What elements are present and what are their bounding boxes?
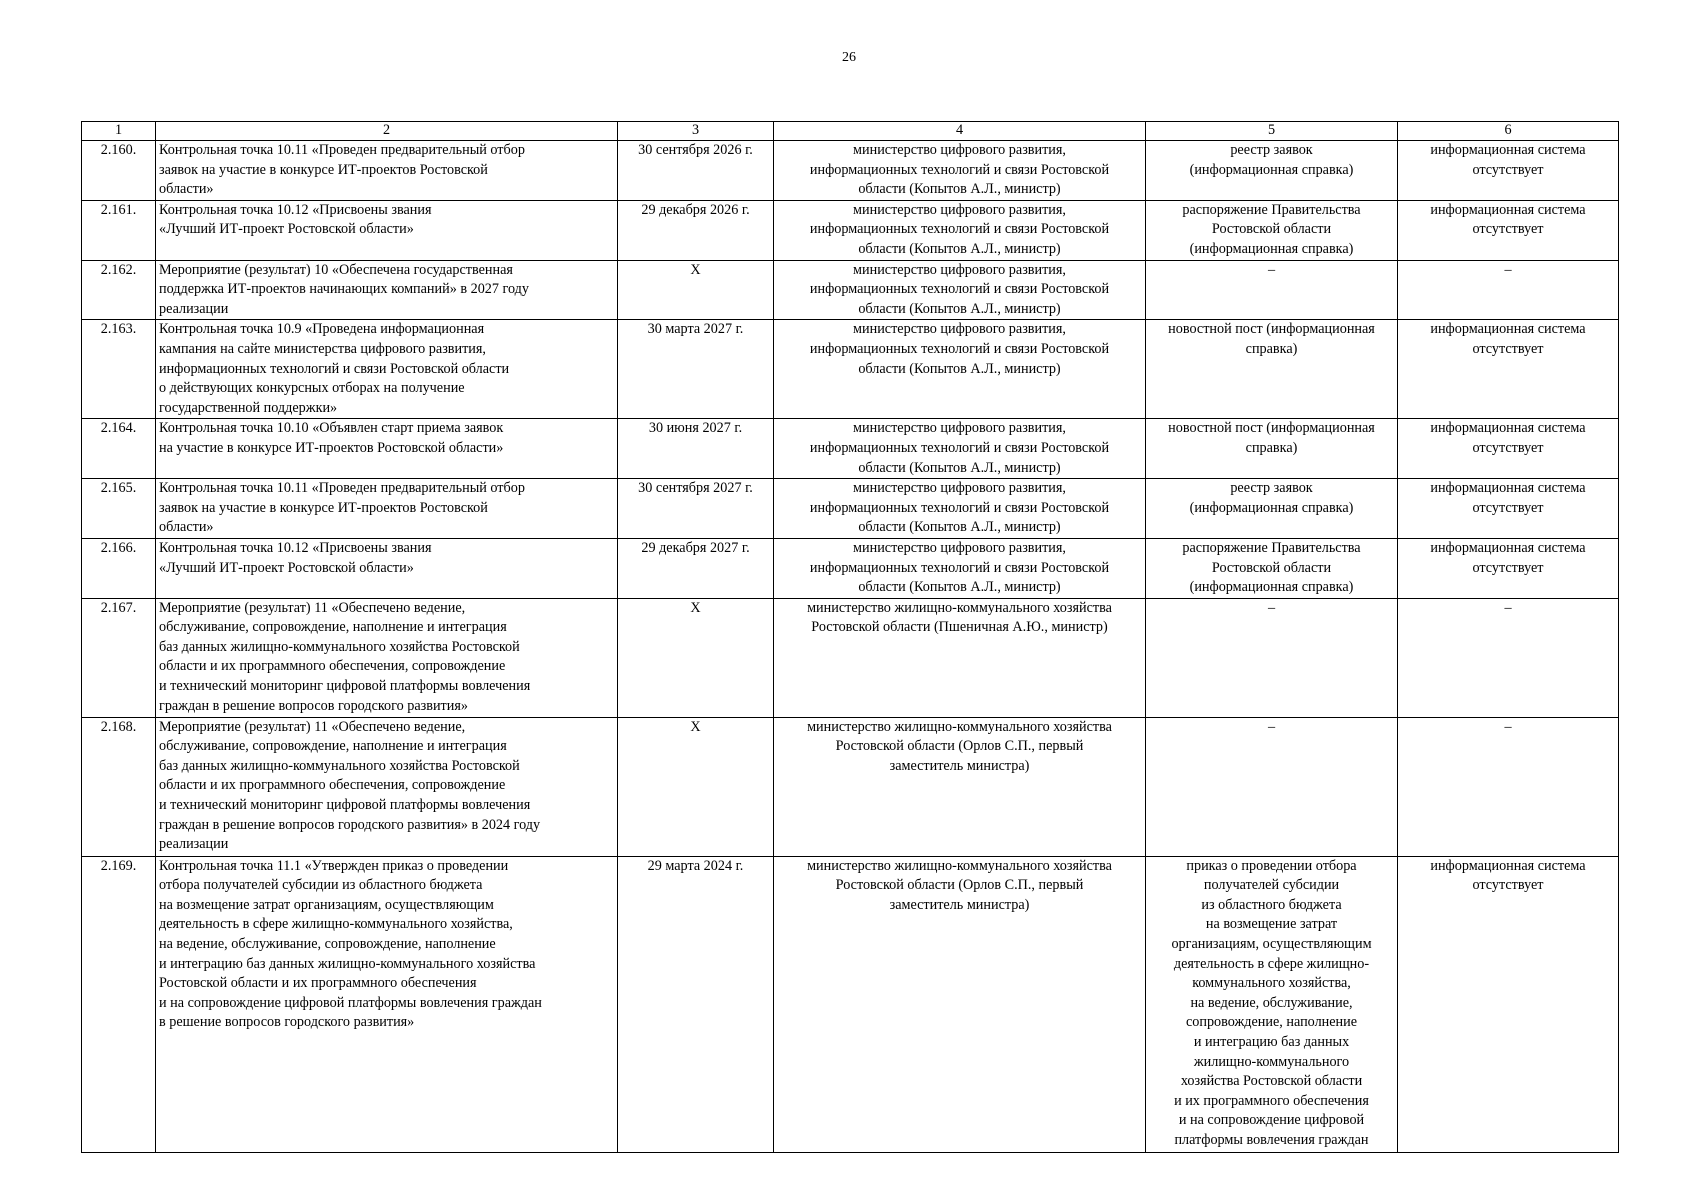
- column-header: 5: [1146, 122, 1398, 141]
- item-name: Контрольная точка 11.1 «Утвержден приказ о проведении отбора получателей субсидии из областного бюджета на возмещение затрат организациям, осуществляющим деятельность в сфере жилищно-коммунального хозяйства, на ведение, обслуживание, сопровождение, наполнение и интеграцию баз данных жилищно-коммунального хозяйства Ростовской области и их программного обеспечения и на сопровождение цифровой платформы вовлечения граждан в решение вопросов городского развития»: [159, 857, 542, 1031]
- item-responsible: министерство цифрового развития, информационных технологий и связи Ростовской области (Копытов А.Л., министр): [809, 480, 1110, 536]
- column-header: 2: [156, 122, 618, 141]
- item-date: 30 сентября 2027 г.: [638, 480, 753, 497]
- table-header-row: [82, 122, 1619, 141]
- row-number: 2.163.: [82, 320, 156, 419]
- row-number: 2.160.: [82, 141, 156, 201]
- row-number: 2.168.: [82, 717, 156, 856]
- item-document: распоряжение Правительства Ростовской области (информационная справка): [1182, 201, 1361, 257]
- table-row: [82, 479, 1619, 539]
- item-document: новостной пост (информационная справка): [1168, 321, 1375, 357]
- item-name: Мероприятие (результат) 11 «Обеспечено ведение, обслуживание, сопровождение, наполнение и интеграция баз данных жилищно-коммунального хозяйства Ростовской области и их программного обеспечения, сопровождение и технический мониторинг цифровой платформы вовлечения граждан в решение вопросов городского развития»: [159, 599, 531, 714]
- table-row: [82, 320, 1619, 419]
- row-number: 2.164.: [82, 419, 156, 479]
- row-number: 2.166.: [82, 538, 156, 598]
- table-row: [82, 200, 1619, 260]
- column-header: 4: [774, 122, 1146, 141]
- item-date: X: [690, 599, 701, 616]
- item-name: Мероприятие (результат) 11 «Обеспечено ведение, обслуживание, сопровождение, наполнение и интеграция баз данных жилищно-коммунального хозяйства Ростовской области и их программного обеспечения, сопровождение и технический мониторинг цифровой платформы вовлечения граждан в решение вопросов городского развития» в 2024 году реализации: [159, 718, 541, 853]
- table-row: [82, 598, 1619, 717]
- item-name: Мероприятие (результат) 10 «Обеспечена государственная поддержка ИТ-проектов начинающих компаний» в 2027 году реализации: [159, 261, 529, 317]
- item-date: 29 марта 2024 г.: [647, 857, 744, 874]
- row-number: 2.165.: [82, 479, 156, 539]
- table-row: [82, 260, 1619, 320]
- column-header: 1: [82, 122, 156, 141]
- item-responsible: министерство цифрового развития, информационных технологий и связи Ростовской области (Копытов А.Л., министр): [809, 321, 1110, 377]
- item-responsible: министерство цифрового развития, информационных технологий и связи Ростовской области (Копытов А.Л., министр): [809, 539, 1110, 596]
- item-date: X: [690, 261, 701, 278]
- table-row: [82, 419, 1619, 479]
- item-system: информационная система отсутствует: [1430, 480, 1586, 516]
- column-header: 3: [618, 122, 774, 141]
- item-document: распоряжение Правительства Ростовской области (информационная справка): [1182, 539, 1361, 596]
- row-number: 2.161.: [82, 200, 156, 260]
- item-date: 29 декабря 2026 г.: [641, 201, 750, 218]
- item-name: Контрольная точка 10.12 «Присвоены звания «Лучший ИТ-проект Ростовской области»: [159, 201, 432, 238]
- item-responsible: министерство цифрового развития, информационных технологий и связи Ростовской области (Копытов А.Л., министр): [809, 142, 1110, 198]
- item-date: X: [690, 718, 701, 735]
- item-system: информационная система отсутствует: [1430, 539, 1586, 576]
- item-system: информационная система отсутствует: [1430, 321, 1586, 357]
- item-document: –: [1267, 599, 1276, 616]
- item-system: информационная система отсутствует: [1430, 142, 1586, 178]
- item-name: Контрольная точка 10.9 «Проведена информационная кампания на сайте министерства цифрового развития, информационных технологий и связи Ростовской области о действующих конкурсных отборах на получение государственной поддержки»: [159, 321, 510, 416]
- item-responsible: министерство цифрового развития, информационных технологий и связи Ростовской области (Копытов А.Л., министр): [809, 261, 1110, 317]
- item-system: –: [1504, 599, 1512, 616]
- item-date: 30 сентября 2026 г.: [638, 142, 753, 158]
- item-responsible: министерство жилищно-коммунального хозяйства Ростовской области (Орлов С.П., первый заместитель министра): [807, 718, 1112, 774]
- item-name: Контрольная точка 10.12 «Присвоены звания «Лучший ИТ-проект Ростовской области»: [159, 539, 432, 576]
- item-document: реестр заявок (информационная справка): [1189, 480, 1354, 516]
- item-document: приказ о проведении отбора получателей субсидии из областного бюджета на возмещение затрат организациям, осуществляющим деятельность в сфере жилищно- коммунального хозяйства, на ведение, обслуживание, сопровождение, наполнение и интеграцию баз данных жилищно-коммунального хозяйства Ростовской области и их программного обеспечения и на сопровождение цифровой платформы вовлечения граждан: [1171, 857, 1372, 1148]
- item-name: Контрольная точка 10.11 «Проведен предварительный отбор заявок на участие в конкурсе ИТ-проектов Ростовской области»: [159, 480, 525, 536]
- item-responsible: министерство жилищно-коммунального хозяйства Ростовской области (Орлов С.П., первый заместитель министра): [807, 857, 1112, 913]
- plan-table: [81, 121, 1619, 1153]
- item-system: информационная система отсутствует: [1430, 420, 1586, 456]
- item-system: информационная система отсутствует: [1430, 201, 1586, 238]
- row-number: 2.169.: [82, 856, 156, 1152]
- item-system: информационная система отсутствует: [1430, 857, 1586, 894]
- table-row: [82, 856, 1619, 1152]
- item-document: –: [1267, 718, 1276, 735]
- table-row: [82, 717, 1619, 856]
- item-name: Контрольная точка 10.10 «Объявлен старт приема заявок на участие в конкурсе ИТ-проектов Ростовской области»: [159, 420, 504, 456]
- item-document: новостной пост (информационная справка): [1168, 420, 1375, 456]
- table-row: [82, 141, 1619, 201]
- item-name: Контрольная точка 10.11 «Проведен предварительный отбор заявок на участие в конкурсе ИТ-проектов Ростовской области»: [159, 142, 525, 198]
- item-date: 29 декабря 2027 г.: [641, 539, 750, 556]
- item-date: 30 июня 2027 г.: [648, 420, 743, 437]
- item-system: –: [1504, 718, 1512, 735]
- page-number: 26: [842, 50, 856, 65]
- table-row: [82, 538, 1619, 598]
- item-document: реестр заявок (информационная справка): [1189, 142, 1354, 178]
- column-header: 6: [1398, 122, 1619, 141]
- row-number: 2.167.: [82, 598, 156, 717]
- item-responsible: министерство жилищно-коммунального хозяйства Ростовской области (Пшеничная А.Ю., министр): [807, 599, 1112, 636]
- item-responsible: министерство цифрового развития, информационных технологий и связи Ростовской области (Копытов А.Л., министр): [809, 201, 1110, 257]
- item-date: 30 марта 2027 г.: [647, 321, 744, 338]
- row-number: 2.162.: [82, 260, 156, 320]
- item-document: –: [1267, 261, 1276, 278]
- item-system: –: [1504, 261, 1512, 278]
- item-responsible: министерство цифрового развития, информационных технологий и связи Ростовской области (Копытов А.Л., министр): [809, 420, 1110, 476]
